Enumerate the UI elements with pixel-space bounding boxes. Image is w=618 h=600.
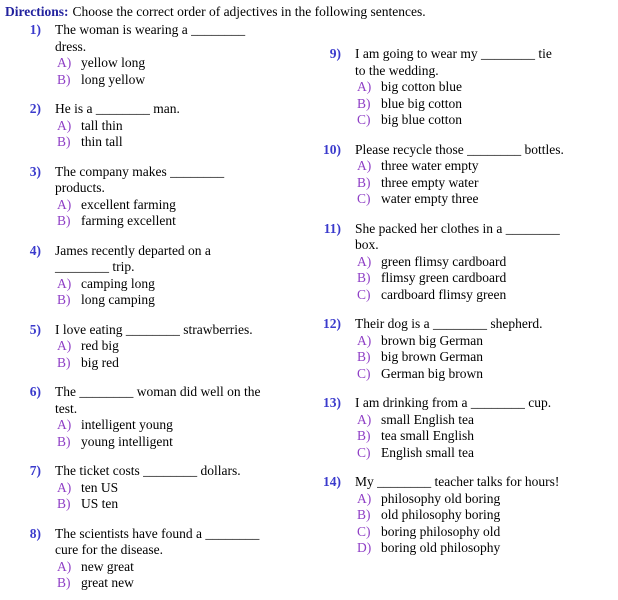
option-text: cardboard flimsy green	[381, 286, 507, 302]
option-letter: A)	[357, 490, 372, 506]
question-number: 11)	[323, 220, 341, 236]
option-row	[55, 72, 322, 89]
question-number: 7)	[29, 463, 41, 478]
option-text: big red	[81, 354, 119, 370]
question-number: 5)	[29, 321, 41, 337]
question-number: 12)	[323, 316, 341, 331]
option-row	[55, 134, 322, 151]
questions-column-right	[323, 46, 616, 570]
option-letter: C)	[357, 286, 371, 302]
questions-column-left	[30, 22, 322, 600]
question-body	[355, 395, 616, 461]
directions-text: Choose the correct order of adjectives in the following sentences.	[72, 4, 426, 19]
question-stem-line: cure for the disease.	[55, 542, 163, 557]
option-letter: C)	[357, 112, 371, 127]
option-text: long yellow	[81, 71, 146, 87]
question-item	[30, 526, 322, 592]
option-letter: A)	[57, 55, 72, 70]
option-letter: D)	[357, 540, 372, 555]
option-text: English small tea	[381, 444, 474, 460]
question-stem-line: He is a ________ man.	[55, 101, 180, 116]
option-letter: A)	[57, 558, 72, 574]
option-row	[355, 287, 616, 304]
question-stem-line: I am going to wear my ________ tie	[355, 46, 552, 61]
question-item	[330, 46, 616, 129]
question-item	[30, 101, 322, 151]
directions-line	[5, 3, 426, 20]
option-letter: A)	[357, 332, 372, 348]
option-letter: A)	[357, 158, 372, 173]
option-letter: C)	[357, 191, 371, 206]
option-row	[55, 417, 322, 434]
question-stem-line: box.	[355, 237, 379, 252]
question-item	[30, 164, 322, 230]
question-item	[30, 22, 322, 88]
option-row	[55, 480, 322, 497]
option-letter: B)	[57, 433, 71, 449]
option-row	[55, 496, 322, 513]
option-letter: C)	[357, 365, 371, 381]
question-body	[55, 22, 322, 88]
question-body	[355, 474, 616, 557]
option-row	[55, 55, 322, 72]
option-text: yellow long	[81, 55, 146, 70]
option-text: long camping	[81, 292, 155, 307]
question-body	[355, 221, 616, 304]
question-number: 4)	[29, 242, 41, 258]
option-row	[355, 540, 616, 557]
option-text: big brown German	[381, 349, 483, 364]
question-item	[323, 220, 616, 304]
question-body	[55, 164, 322, 230]
question-stem-line: The ticket costs ________ dollars.	[55, 463, 241, 478]
option-text: intelligent young	[81, 417, 173, 432]
option-text: boring old philosophy	[381, 540, 501, 555]
option-letter: B)	[357, 507, 371, 522]
question-stem-line: ________ trip.	[55, 259, 135, 274]
option-row	[55, 575, 322, 592]
question-stem-line: products.	[55, 180, 105, 195]
question-body	[355, 46, 616, 129]
option-letter: A)	[57, 479, 72, 495]
question-stem-line: I love eating ________ strawberries.	[55, 321, 253, 337]
option-row	[355, 445, 616, 462]
option-letter: A)	[357, 411, 372, 427]
option-letter: B)	[57, 213, 71, 228]
question-stem-line: Please recycle those ________ bottles.	[355, 141, 564, 157]
option-text: young intelligent	[81, 433, 173, 449]
option-row	[355, 491, 616, 508]
option-row	[355, 428, 616, 445]
question-item	[30, 322, 322, 372]
question-body	[55, 384, 322, 450]
option-row	[355, 270, 616, 287]
option-letter: A)	[57, 417, 72, 432]
question-stem-line: My ________ teacher talks for hours!	[355, 474, 560, 489]
option-row	[355, 333, 616, 350]
option-letter: B)	[57, 354, 71, 370]
question-stem-line: Their dog is a ________ shepherd.	[355, 316, 543, 331]
option-letter: B)	[57, 71, 71, 87]
question-number: 9)	[329, 46, 341, 61]
option-text: blue big cotton	[381, 95, 462, 111]
option-letter: A)	[57, 196, 72, 212]
option-text: green flimsy cardboard	[381, 253, 507, 269]
option-letter: A)	[357, 79, 372, 94]
question-stem-line: test.	[55, 400, 78, 416]
option-letter: C)	[357, 444, 371, 460]
option-text: brown big German	[381, 332, 483, 348]
option-letter: B)	[57, 134, 71, 149]
option-row	[55, 276, 322, 293]
option-text: tall thin	[81, 117, 123, 133]
question-item	[323, 395, 616, 461]
option-row	[55, 355, 322, 372]
option-letter: B)	[357, 428, 371, 443]
option-row	[55, 292, 322, 309]
option-row	[355, 79, 616, 96]
question-stem-line: The scientists have found a ________	[55, 525, 260, 541]
option-text: camping long	[81, 275, 155, 291]
option-text: philosophy old boring	[381, 490, 501, 506]
question-body	[55, 463, 322, 513]
question-item	[30, 384, 322, 450]
question-stem-line: The woman is wearing a ________	[55, 22, 246, 37]
question-stem-line: dress.	[55, 38, 87, 54]
question-stem-line: She packed her clothes in a ________	[355, 220, 560, 236]
option-row	[55, 118, 322, 135]
question-number: 14)	[323, 474, 341, 489]
option-row	[355, 191, 616, 208]
option-row	[55, 434, 322, 451]
question-stem-line: I am drinking from a ________ cup.	[355, 395, 552, 410]
question-number: 2)	[29, 101, 41, 116]
option-text: water empty three	[381, 191, 479, 206]
option-text: German big brown	[381, 365, 483, 381]
directions-label: Directions:	[5, 4, 69, 19]
question-number: 13)	[323, 395, 341, 410]
question-number: 3)	[29, 163, 41, 179]
option-letter: C)	[357, 523, 371, 539]
option-letter: B)	[357, 174, 371, 190]
question-body	[55, 101, 322, 151]
option-text: farming excellent	[81, 213, 176, 228]
option-row	[355, 349, 616, 366]
option-letter: A)	[57, 338, 72, 353]
option-text: thin tall	[81, 134, 123, 149]
option-text: great new	[81, 575, 134, 590]
option-row	[355, 507, 616, 524]
question-item	[30, 463, 322, 513]
option-row	[55, 338, 322, 355]
option-row	[355, 112, 616, 129]
option-text: ten US	[81, 479, 119, 495]
option-text: old philosophy boring	[381, 507, 501, 522]
option-text: big blue cotton	[381, 112, 462, 127]
option-letter: B)	[57, 496, 71, 511]
question-item	[323, 141, 616, 208]
question-item	[323, 316, 616, 382]
option-text: small English tea	[381, 411, 474, 427]
question-stem-line: to the wedding.	[355, 62, 439, 78]
question-stem-line: James recently departed on a	[55, 242, 211, 258]
option-row	[355, 175, 616, 192]
option-letter: A)	[57, 275, 72, 291]
option-text: red big	[81, 338, 119, 353]
option-row	[355, 412, 616, 429]
option-row	[55, 559, 322, 576]
question-stem-line: The company makes ________	[55, 163, 225, 179]
question-body	[55, 526, 322, 592]
option-row	[55, 197, 322, 214]
option-letter: B)	[357, 95, 371, 111]
question-body	[55, 243, 322, 309]
question-number: 8)	[29, 525, 41, 541]
option-letter: B)	[357, 349, 371, 364]
question-body	[355, 142, 616, 208]
option-row	[55, 213, 322, 230]
option-letter: B)	[57, 575, 71, 590]
question-number: 10)	[323, 141, 341, 157]
option-text: three empty water	[381, 174, 479, 190]
question-stem-line: The ________ woman did well on the	[55, 384, 261, 399]
option-row	[355, 96, 616, 113]
option-letter: A)	[57, 117, 72, 133]
question-body	[355, 316, 616, 382]
option-text: boring philosophy old	[381, 523, 501, 539]
question-number: 1)	[29, 22, 41, 37]
option-letter: B)	[357, 270, 371, 285]
question-body	[55, 322, 322, 372]
option-text: three water empty	[381, 158, 479, 173]
option-letter: A)	[357, 253, 372, 269]
question-number: 6)	[29, 384, 41, 399]
question-item	[323, 474, 616, 557]
option-row	[355, 158, 616, 175]
option-row	[355, 524, 616, 541]
option-letter: B)	[57, 292, 71, 307]
option-text: US ten	[81, 496, 119, 511]
option-row	[355, 254, 616, 271]
question-item	[30, 243, 322, 309]
option-row	[355, 366, 616, 383]
option-text: tea small English	[381, 428, 474, 443]
option-text: big cotton blue	[381, 79, 462, 94]
option-text: excellent farming	[81, 196, 176, 212]
option-text: new great	[81, 558, 134, 574]
option-text: flimsy green cardboard	[381, 270, 507, 285]
